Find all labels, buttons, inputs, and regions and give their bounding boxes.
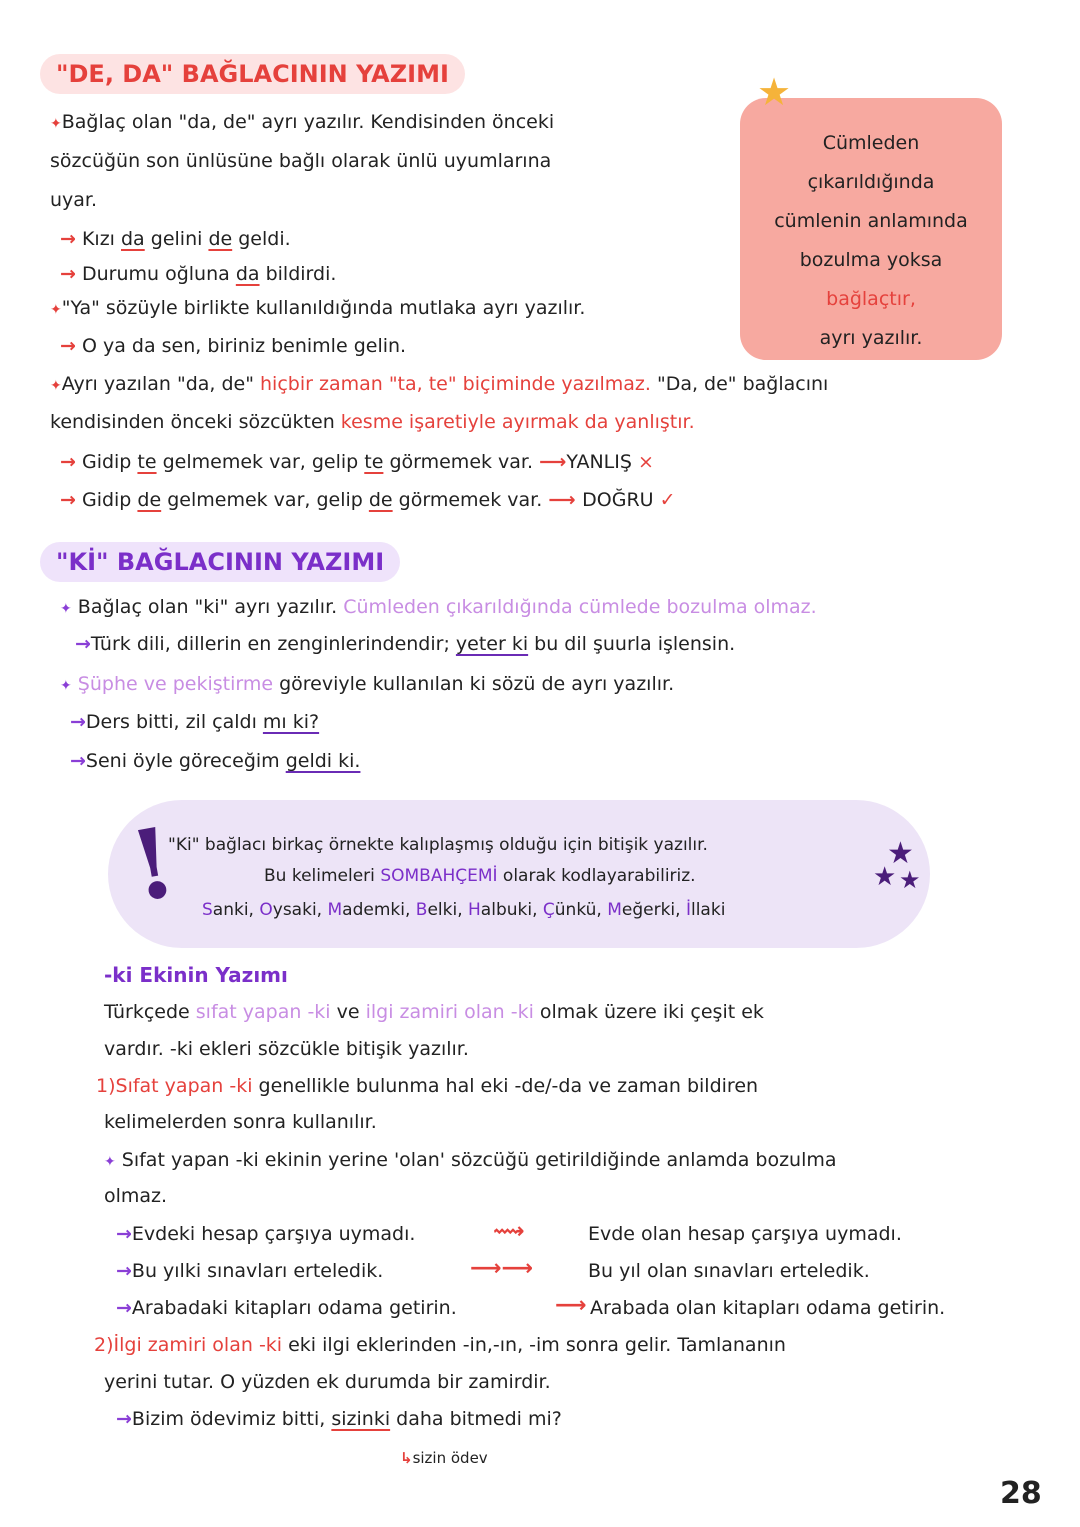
s3-p2: 1)Sıfat yapan -ki genellikle bulunma hal eki -de/-da ve zaman bildiren xyxy=(96,1075,759,1097)
s1-p1-line2: sözcüğün son ünlüsüne bağlı olarak ünlü uyumlarına xyxy=(50,150,552,172)
callout-word: Sanki, xyxy=(202,900,260,920)
callout-words xyxy=(202,898,725,922)
bullet-icon: ✦ xyxy=(104,1154,116,1170)
bullet-icon: ✦ xyxy=(50,302,62,318)
check-icon: ✓ xyxy=(659,489,676,511)
curved-arrow-icon: ⟶⟶ xyxy=(470,1256,534,1281)
arrow-icon: → xyxy=(116,1223,132,1245)
section1-title: "DE, DA" BAĞLACININ YAZIMI xyxy=(40,54,465,94)
curved-arrow-icon: ⟿ xyxy=(493,1219,525,1244)
bullet-icon: ✦ xyxy=(60,678,72,694)
s3-p3: ✦ Sıfat yapan -ki ekinin yerine 'olan' sözcüğü getirildiğinde anlamda bozulma xyxy=(104,1149,837,1171)
callout-word: Belki, xyxy=(415,900,468,920)
s3-example-4: →Bizim ödevimiz bitti, sizinki daha bitmedi mi? xyxy=(116,1408,562,1430)
arrow-icon: → xyxy=(70,711,86,733)
section2-title: "Kİ" BAĞLACININ YAZIMI xyxy=(40,542,400,582)
cross-icon: × xyxy=(637,451,654,473)
s3-p2-line2: kelimelerden sonra kullanılır. xyxy=(104,1111,377,1133)
s2-example-1: →Türk dili, dillerin en zenginlerindendir; yeter ki bu dil şuurla işlensin. xyxy=(75,633,736,655)
star-icon: ★ xyxy=(757,70,792,114)
s3-p3-line2: olmaz. xyxy=(104,1185,168,1207)
note-text: Cümleden çıkarıldığında cümlenin anlamında bozulma yoksa bağlaçtır, ayrı yazılır. xyxy=(774,132,968,349)
s1-example-2: → Durumu oğluna da bildirdi. xyxy=(60,263,337,285)
s1-example-5: → Gidip de gelmemek var, gelip de görmemek var. ⟶ DOĞRU ✓ xyxy=(60,489,676,511)
arrow-icon: → xyxy=(75,633,91,655)
s1-p3: ✦Ayrı yazılan "da, de" hiçbir zaman "ta, te" biçiminde yazılmaz. "Da, de" bağlacını xyxy=(50,373,829,395)
arrow-icon: → xyxy=(60,451,76,473)
callout-line-1: "Ki" bağlacı birkaç örnekte kalıplaşmış olduğu için bitişik yazılır. xyxy=(168,835,708,855)
s1-example-1: → Kızı da gelini de geldi. xyxy=(60,228,291,250)
s3-example-1-right: Evde olan hesap çarşıya uymadı. xyxy=(588,1223,902,1245)
s3-example-2: →Bu yılki sınavları erteledik. xyxy=(116,1260,384,1282)
s1-p1-line3: uyar. xyxy=(50,189,98,211)
arrow-icon: → xyxy=(60,335,76,357)
s3-example-2-right: Bu yıl olan sınavları erteledik. xyxy=(588,1260,870,1282)
s3-p1-line2: vardır. -ki ekleri sözcükle bitişik yazılır. xyxy=(104,1038,469,1060)
s2-p1: ✦ Bağlaç olan "ki" ayrı yazılır. Cümleden çıkarıldığında cümlede bozulma olmaz. xyxy=(60,596,817,618)
arrow-icon: → xyxy=(60,489,76,511)
exclamation-icon: ! xyxy=(122,805,184,924)
s3-p4: 2)İlgi zamiri olan -ki eki ilgi eklerinden -in,-ın, -im sonra gelir. Tamlananın xyxy=(94,1334,786,1356)
s3-p1: Türkçede sıfat yapan -ki ve ilgi zamiri olan -ki olmak üzere iki çeşit ek xyxy=(104,1001,764,1023)
arrow-icon: → xyxy=(70,750,86,772)
stars-icon: ★ ★ ★ xyxy=(873,836,921,894)
s3-p4-line2: yerini tutar. O yüzden ek durumda bir zamirdir. xyxy=(104,1371,551,1393)
callout-word: Çünkü, xyxy=(542,900,608,920)
s3-example-4-note: ↳sizin ödev xyxy=(400,1449,488,1467)
arrow-icon: → xyxy=(60,263,76,285)
s2-example-2: →Ders bitti, zil çaldı mı ki? xyxy=(70,711,320,733)
bullet-icon: ✦ xyxy=(60,601,72,617)
callout-line-2: Bu kelimeleri SOMBAHÇEMİ olarak kodlayarabiliriz. xyxy=(264,866,696,886)
arrow-icon: → xyxy=(116,1408,132,1430)
long-arrow-icon: ⟶ xyxy=(548,489,583,511)
callout-word: Halbuki, xyxy=(468,900,543,920)
s1-p2: ✦"Ya" sözüyle birlikte kullanıldığında mutlaka ayrı yazılır. xyxy=(50,297,586,319)
curved-arrow-icon: ⟶ xyxy=(555,1293,587,1318)
callout-word: İllaki xyxy=(685,900,726,920)
callout-word: Meğerki, xyxy=(607,900,686,920)
turn-arrow-icon: ↳ xyxy=(400,1449,413,1467)
long-arrow-icon: ⟶ xyxy=(539,451,567,473)
bullet-icon: ✦ xyxy=(50,378,62,394)
arrow-icon: → xyxy=(116,1297,132,1319)
arrow-icon: → xyxy=(116,1260,132,1282)
s1-example-3: → O ya da sen, biriniz benimle gelin. xyxy=(60,335,407,357)
s3-example-3: →Arabadaki kitapları odama getirin. xyxy=(116,1297,457,1319)
s1-p1-line1: ✦Bağlaç olan "da, de" ayrı yazılır. Kendisinden önceki xyxy=(50,111,555,133)
s3-example-1: →Evdeki hesap çarşıya uymadı. xyxy=(116,1223,416,1245)
s1-example-4: → Gidip te gelmemek var, gelip te görmemek var. ⟶YANLIŞ × xyxy=(60,451,654,473)
s2-p2: ✦ Şüphe ve pekiştirme göreviyle kullanılan ki sözü de ayrı yazılır. xyxy=(60,673,675,695)
bullet-icon: ✦ xyxy=(50,116,62,132)
s3-example-3-right: Arabada olan kitapları odama getirin. xyxy=(590,1297,946,1319)
callout-word: Mademki, xyxy=(327,900,416,920)
s2-example-3: →Seni öyle göreceğim geldi ki. xyxy=(70,750,361,772)
callout-word: Oysaki, xyxy=(259,900,328,920)
section3-title: -ki Ekinin Yazımı xyxy=(104,963,288,987)
page-number: 28 xyxy=(1000,1476,1042,1511)
s1-p3-line2: kendisinden önceki sözcükten kesme işaretiyle ayırmak da yanlıştır. xyxy=(50,411,695,433)
arrow-icon: → xyxy=(60,228,76,250)
